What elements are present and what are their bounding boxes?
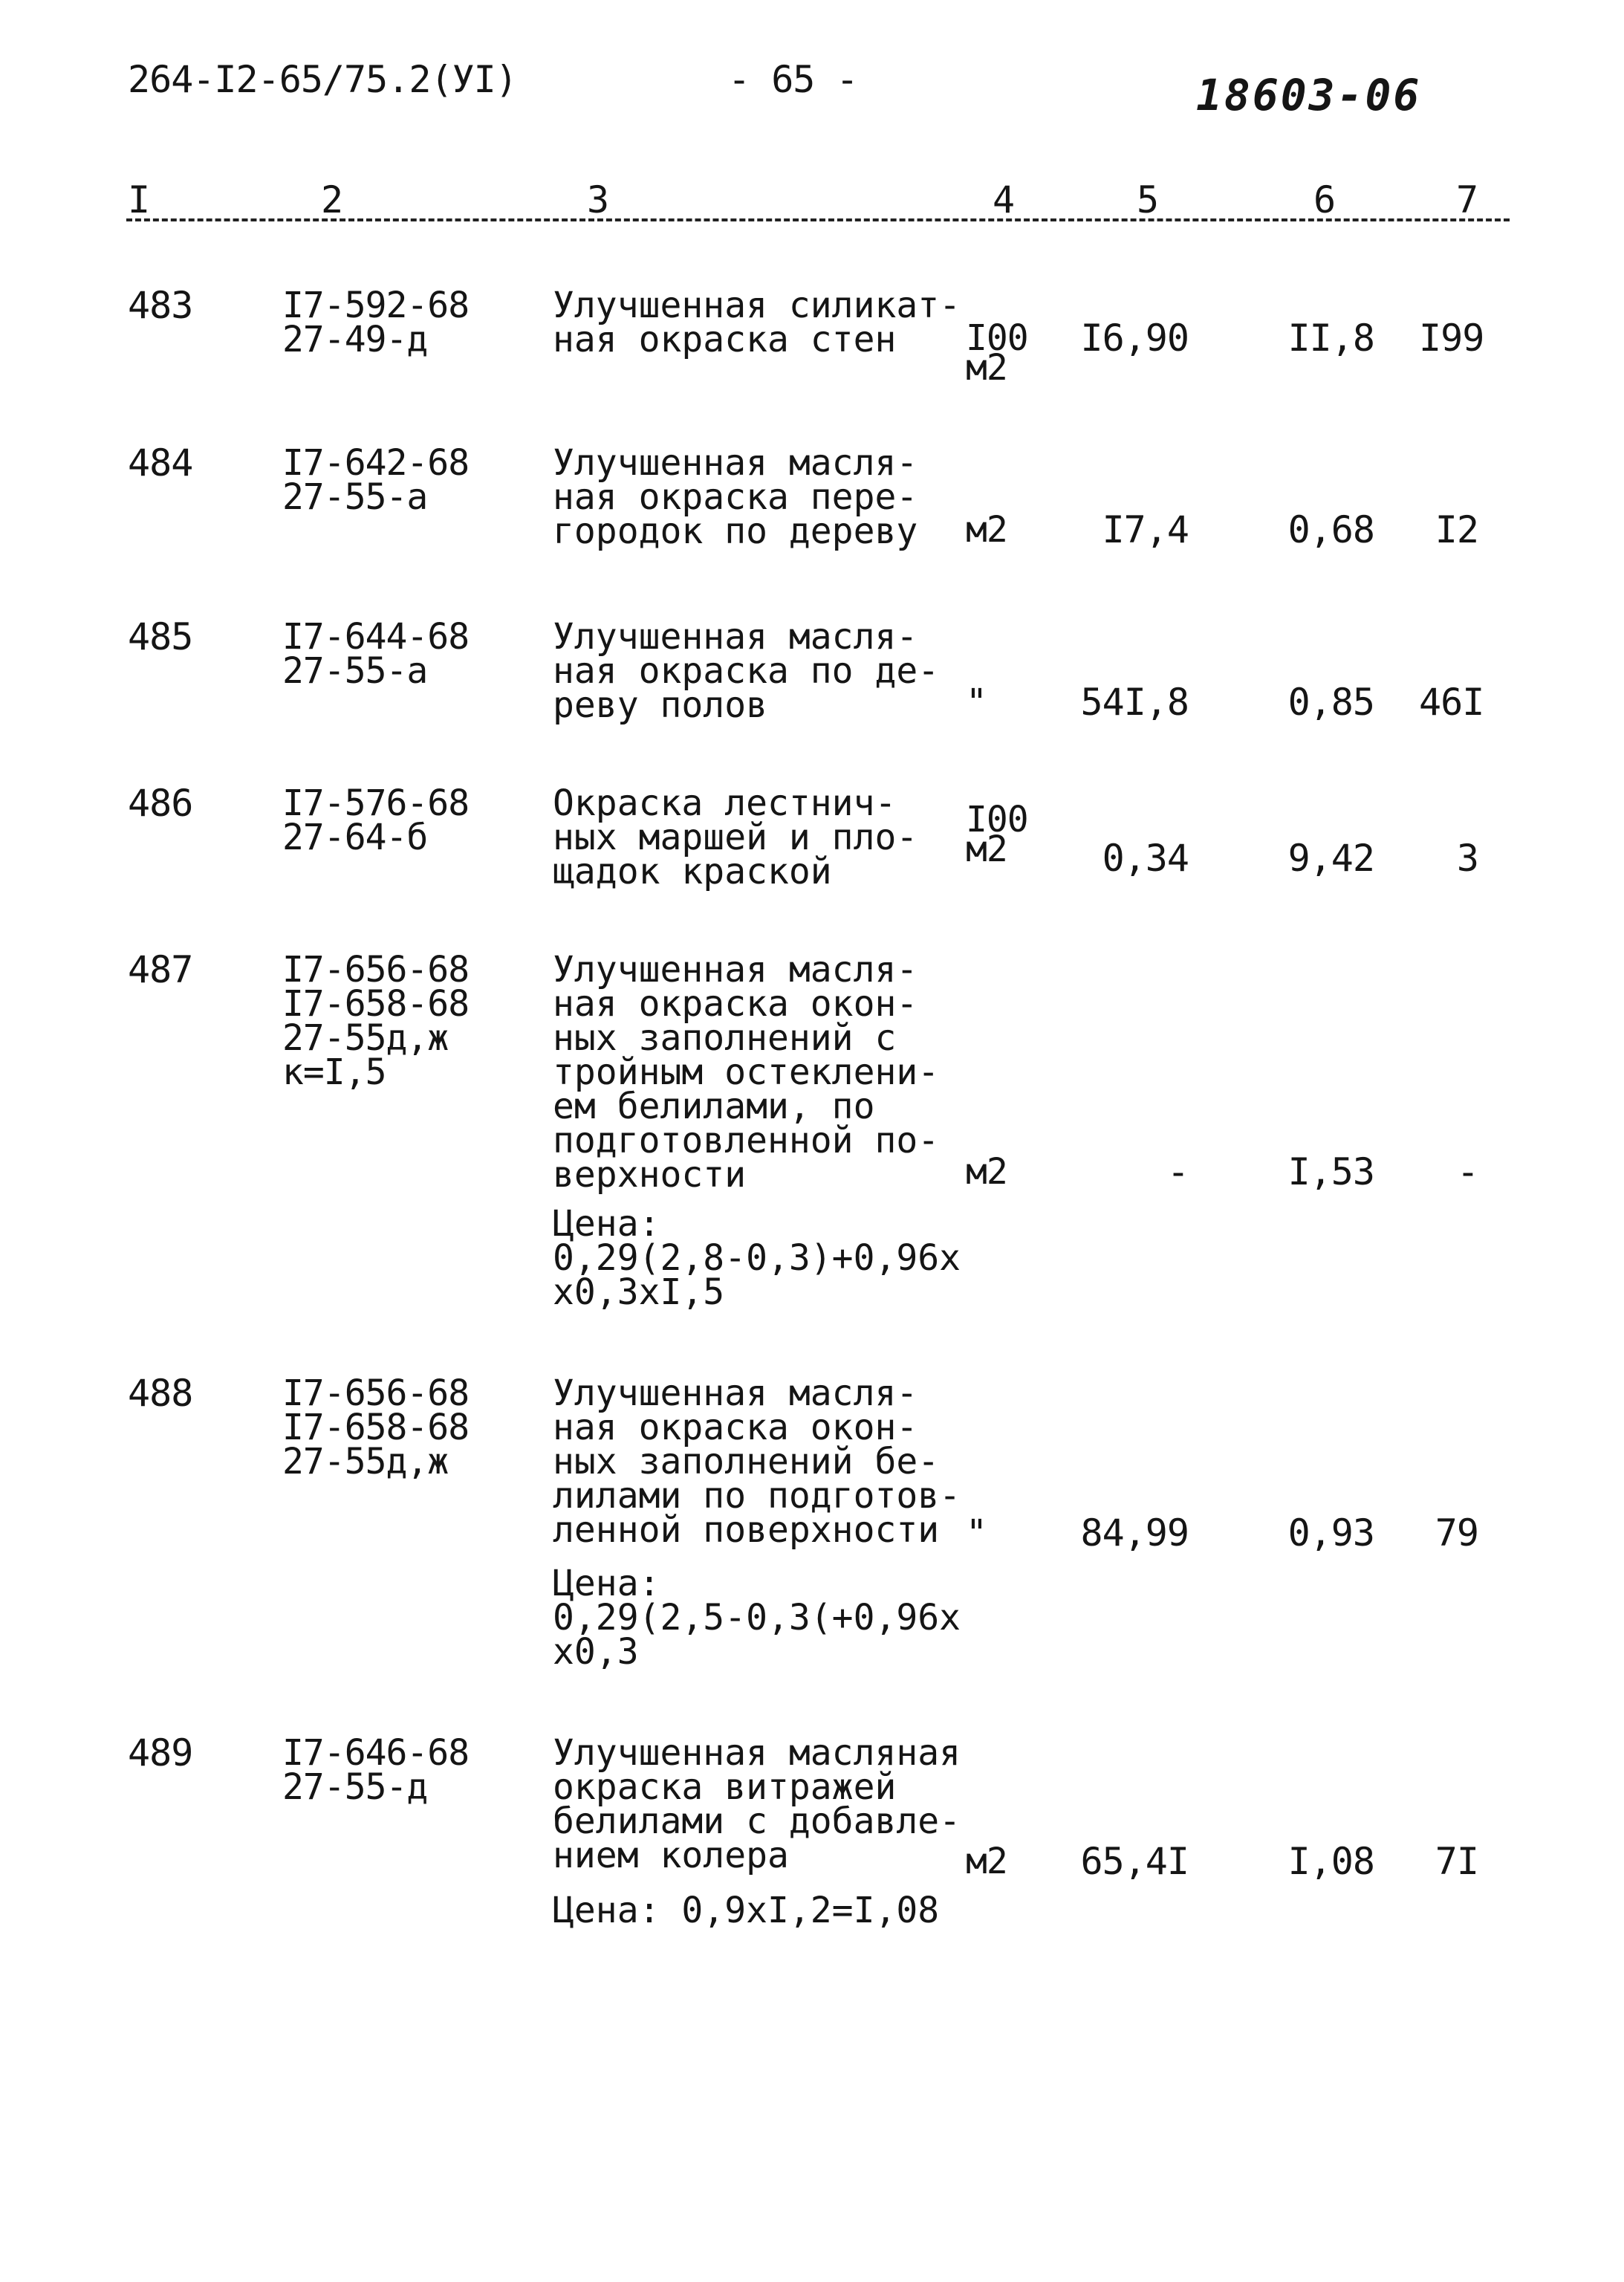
total: I99 — [1419, 317, 1484, 360]
header-rule — [126, 218, 1510, 221]
work-description: ных заполнений бе- — [553, 1441, 940, 1482]
quantity: 65,4I — [1080, 1840, 1189, 1883]
work-description: белилами с добавле- — [553, 1800, 961, 1842]
doc-code: 264-I2-65/75.2(УI) — [128, 58, 517, 101]
unit-rate: II,8 — [1287, 317, 1374, 360]
unit: м2 — [966, 829, 1007, 870]
total: - — [1456, 1150, 1478, 1193]
norm-code: 27-55д,ж — [282, 1017, 449, 1059]
work-description: лилами по подготов- — [553, 1475, 961, 1517]
work-description: ленной поверхности — [553, 1509, 940, 1551]
row-number: 483 — [128, 284, 193, 327]
norm-code: 27-49-д — [282, 319, 428, 360]
work-description: ных маршей и пло- — [553, 817, 918, 858]
quantity: I7,4 — [1102, 508, 1189, 551]
work-description: ная окраска стен — [553, 319, 897, 360]
work-description: Улучшенная масляная — [553, 1732, 961, 1774]
row-number: 487 — [128, 948, 193, 991]
unit: м2 — [966, 347, 1007, 389]
price-formula: Цена: 0,9хI,2=I,08 — [553, 1890, 940, 1931]
norm-code: 27-55д,ж — [282, 1441, 449, 1482]
work-description: Улучшенная масля- — [553, 949, 918, 991]
column-header-3: 3 — [587, 178, 610, 221]
norm-code: 27-55-д — [282, 1766, 428, 1808]
unit: " — [966, 681, 987, 723]
work-description: Улучшенная масля- — [553, 1372, 918, 1414]
unit: I00 — [966, 799, 1028, 840]
work-description: ная окраска пере- — [553, 476, 918, 518]
work-description: Улучшенная силикат- — [553, 285, 961, 326]
norm-code: к=I,5 — [282, 1051, 386, 1093]
work-description: подготовленной по- — [553, 1120, 940, 1161]
work-description: ных заполнений с — [553, 1017, 897, 1059]
norm-code: I7-658-68 — [282, 1407, 470, 1448]
norm-code: I7-592-68 — [282, 285, 470, 326]
work-description: ная окраска по де- — [553, 650, 940, 692]
work-description: нием колера — [553, 1835, 789, 1876]
price-formula: 0,29(2,5-0,3(+0,96х — [553, 1597, 961, 1638]
unit: м2 — [966, 1841, 1007, 1882]
quantity: I6,90 — [1080, 317, 1189, 360]
row-number: 484 — [128, 441, 193, 484]
row-number: 486 — [128, 782, 193, 825]
price-formula: х0,3 — [553, 1631, 639, 1673]
quantity: - — [1166, 1150, 1189, 1193]
unit: м2 — [966, 1151, 1007, 1193]
norm-code: I7-576-68 — [282, 782, 470, 824]
norm-code: I7-644-68 — [282, 616, 470, 658]
quantity: 84,99 — [1080, 1511, 1189, 1555]
quantity: 54I,8 — [1080, 681, 1189, 724]
unit: " — [966, 1512, 987, 1554]
norm-code: 27-64-б — [282, 817, 428, 858]
norm-code: I7-646-68 — [282, 1732, 470, 1774]
price-formula: Цена: — [553, 1563, 660, 1604]
unit-rate: I,08 — [1287, 1840, 1374, 1883]
work-description: ем белилами, по — [553, 1086, 875, 1127]
price-formula: Цена: — [553, 1203, 660, 1245]
column-header-6: 6 — [1313, 178, 1336, 221]
norm-code: I7-656-68 — [282, 949, 470, 991]
norm-code: 27-55-а — [282, 476, 428, 518]
unit: I00 — [966, 317, 1028, 359]
work-description: окраска витражей — [553, 1766, 897, 1808]
unit: м2 — [966, 509, 1007, 551]
work-description: реву полов — [553, 684, 767, 726]
work-description: Улучшенная масля- — [553, 442, 918, 484]
total: 7I — [1435, 1840, 1478, 1883]
work-description: Улучшенная масля- — [553, 616, 918, 658]
price-formula: 0,29(2,8-0,3)+0,96х — [553, 1237, 961, 1279]
unit-rate: 9,42 — [1287, 837, 1374, 880]
unit-rate: 0,85 — [1287, 681, 1374, 724]
work-description: тройным остеклени- — [553, 1051, 940, 1093]
row-number: 485 — [128, 615, 193, 658]
total: I2 — [1435, 508, 1478, 551]
norm-code: I7-656-68 — [282, 1372, 470, 1414]
norm-code: I7-642-68 — [282, 442, 470, 484]
column-header-5: 5 — [1137, 178, 1160, 221]
work-description: верхности — [553, 1154, 747, 1196]
total: 79 — [1435, 1511, 1478, 1555]
work-description: щадок краской — [553, 851, 832, 892]
work-description: ная окраска окон- — [553, 1407, 918, 1448]
column-header-1: I — [128, 178, 151, 221]
norm-code: 27-55-а — [282, 650, 428, 692]
work-description: городок по дереву — [553, 510, 918, 552]
column-header-7: 7 — [1456, 178, 1479, 221]
work-description: Окраска лестнич- — [553, 782, 897, 824]
row-number: 488 — [128, 1372, 193, 1415]
price-formula: х0,3хI,5 — [553, 1271, 725, 1313]
work-description: ная окраска окон- — [553, 983, 918, 1025]
page-number: - 65 - — [728, 58, 858, 101]
row-number: 489 — [128, 1731, 193, 1774]
unit-rate: 0,68 — [1287, 508, 1374, 551]
total: 46I — [1419, 681, 1484, 724]
total: 3 — [1456, 837, 1478, 880]
quantity: 0,34 — [1102, 837, 1189, 880]
unit-rate: I,53 — [1287, 1150, 1374, 1193]
unit-rate: 0,93 — [1287, 1511, 1374, 1555]
column-header-4: 4 — [993, 178, 1016, 221]
column-header-2: 2 — [321, 178, 344, 221]
handwritten-code: 18603-06 — [1196, 70, 1422, 120]
norm-code: I7-658-68 — [282, 983, 470, 1025]
